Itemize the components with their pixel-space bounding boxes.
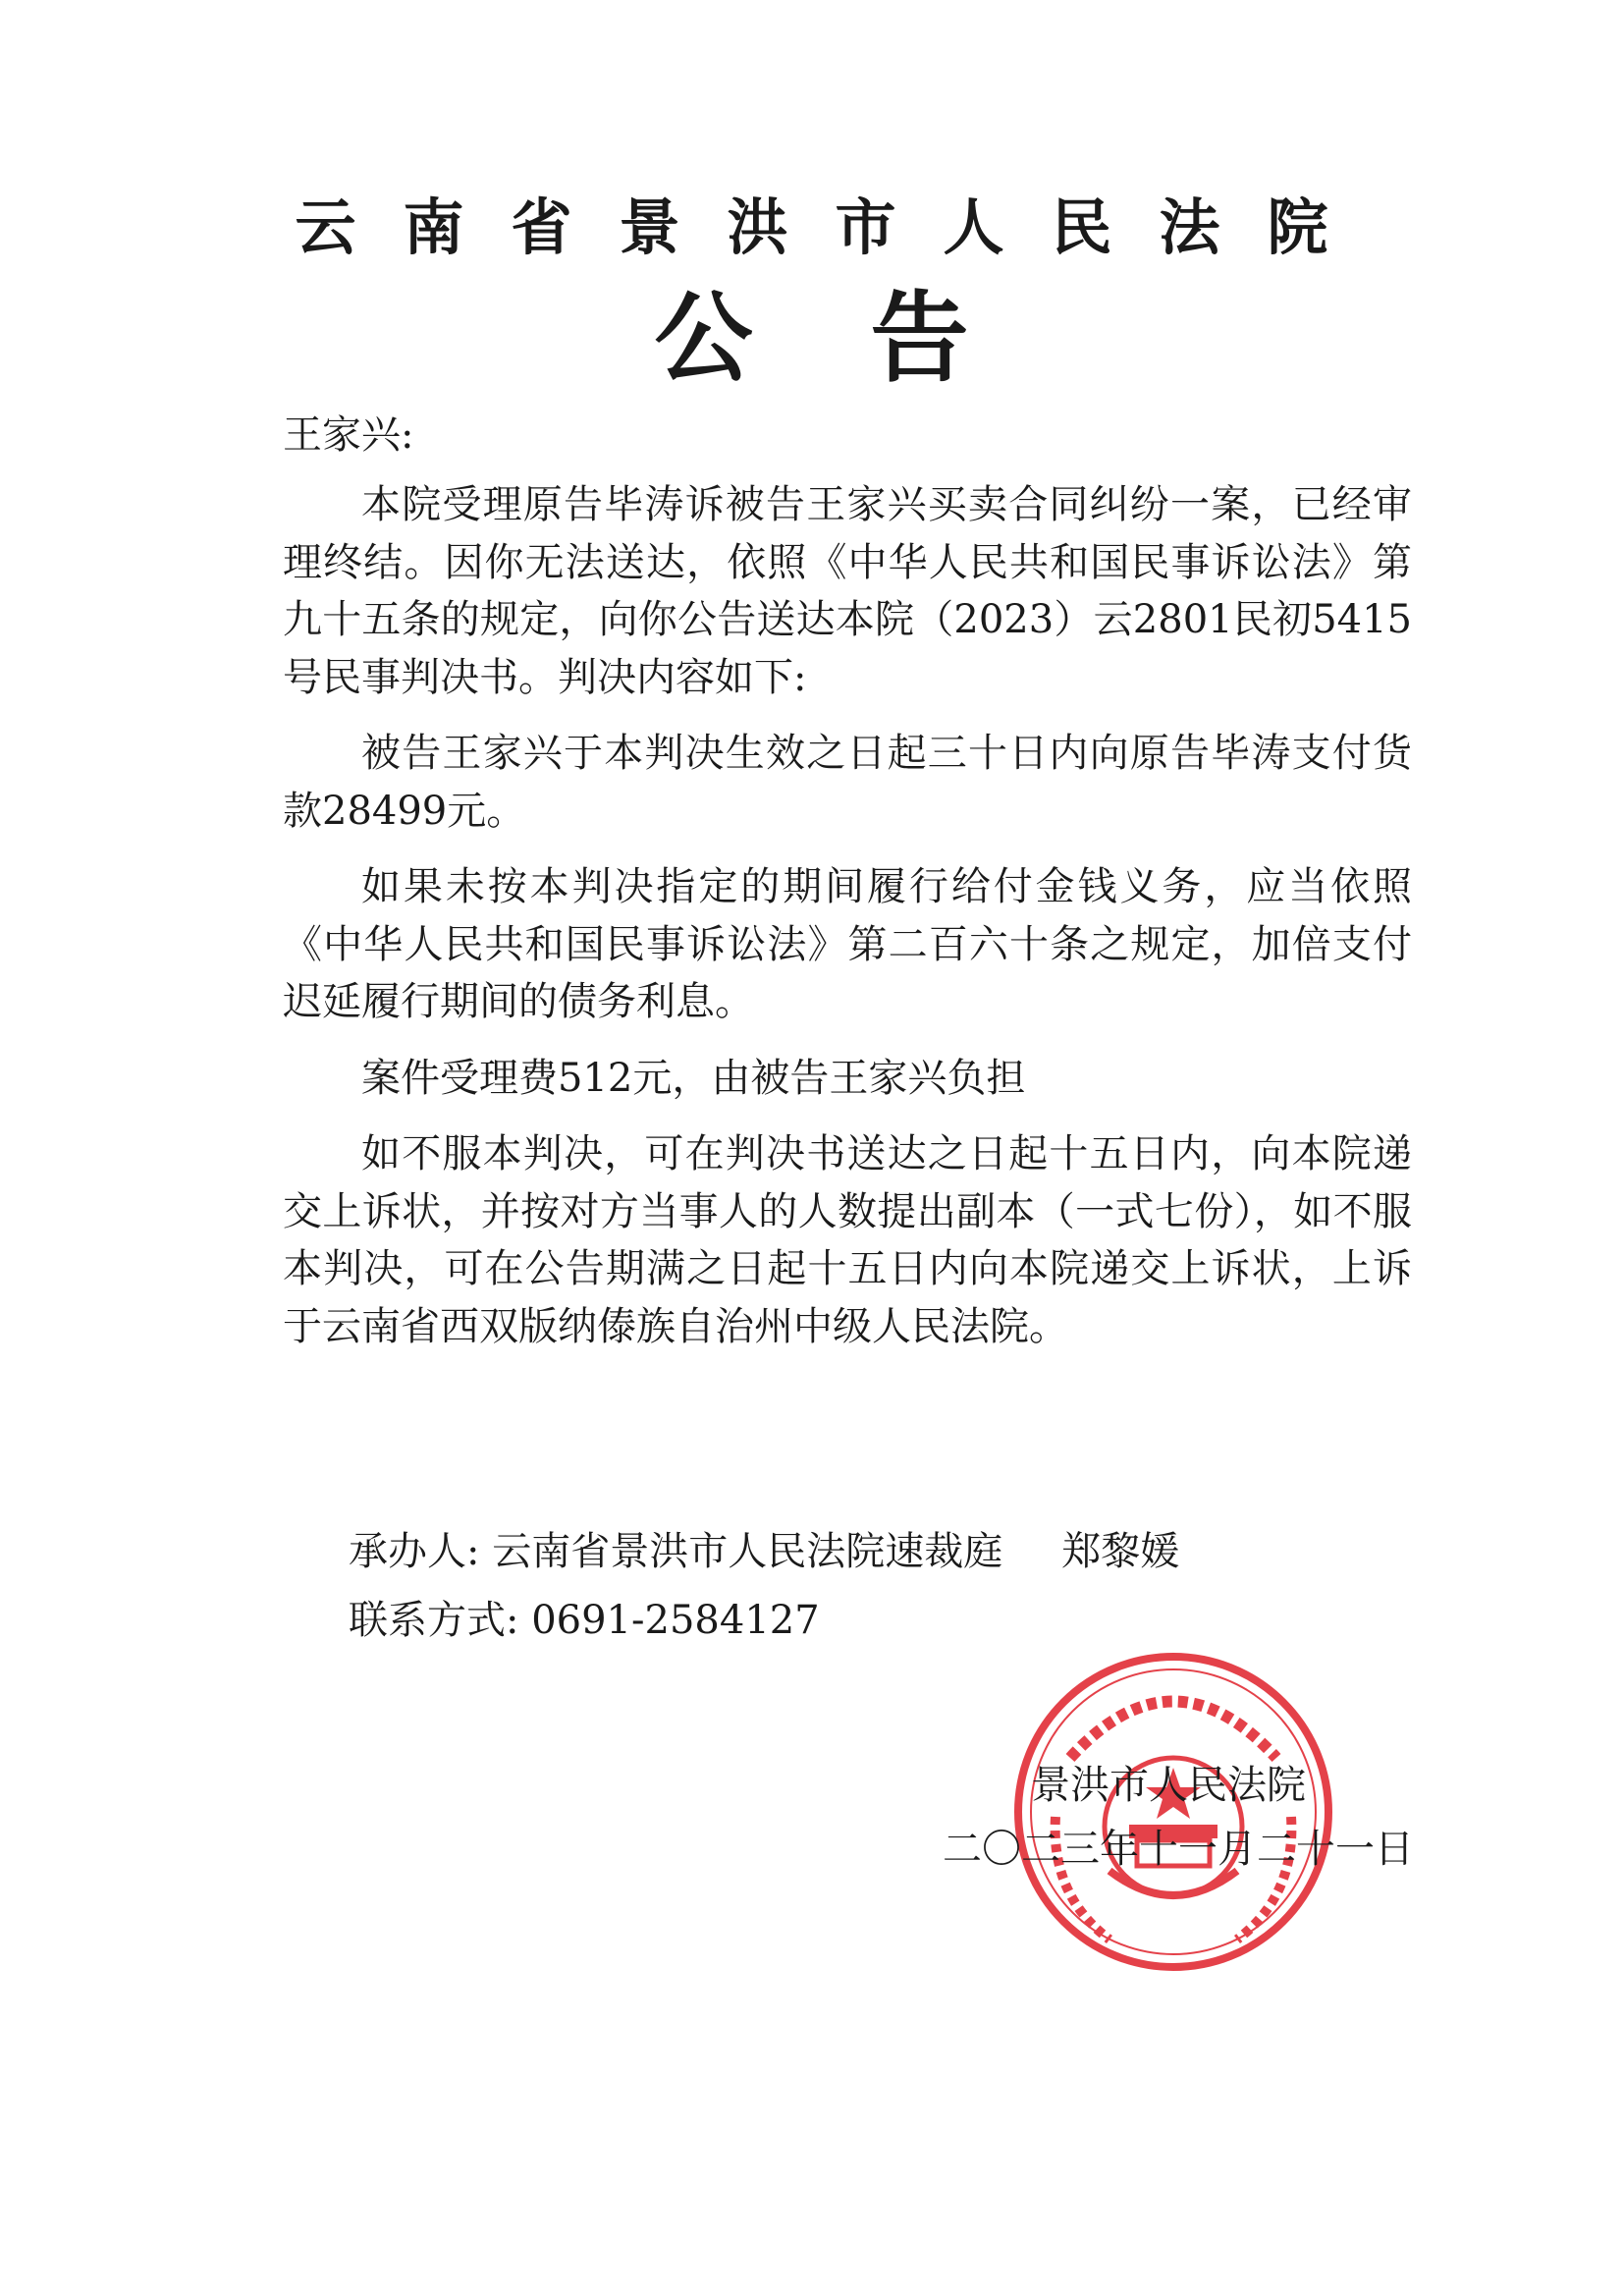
phone-line [349,1593,820,1648]
phone-label: 联系方式: [349,1598,519,1643]
signature-court: 景洪市人民法院 [1031,1763,1306,1808]
handler-name: 郑黎媛 [1061,1529,1180,1574]
notice-body [283,476,1412,1355]
handler-label: 承办人: [349,1529,480,1574]
document-title: 公告 [654,281,1087,396]
paragraph-delay-interest: 如果未按本判决指定的期间履行给付金钱义务，应当依照《中华人民共和国民事诉讼法》第二百六十条之规定，加倍支付迟延履行期间的债务利息。 [283,864,1412,1024]
paragraph-appeal: 如不服本判决，可在判决书送达之日起十五日内，向本院递交上诉状，并按对方当事人的人数提出副本（一式七份），如不服本判决，可在公告期满之日起十五日内向本院递交上诉状，上诉于云南省西双版纳傣族自治州中级人民法院。 [283,1131,1412,1349]
paragraph-case-fee: 案件受理费512元，由被告王家兴负担 [361,1055,1026,1101]
addressee: 王家兴: [283,412,414,458]
paragraph-case-intro: 本院受理原告毕涛诉被告王家兴买卖合同纠纷一案，已经审理终结。因你无法送达，依照《中华人民共和国民事诉讼法》第九十五条的规定，向你公告送达本院（2023）云2801民初5415号民事判决书。判决内容如下: [283,482,1412,700]
seal-script-lettering [1070,1702,1276,1759]
signature-date: 二〇二三年十一月二十一日 [943,1827,1414,1872]
phone-number: 0691-2584127 [531,1598,820,1643]
paragraph-judgment-payment: 被告王家兴于本判决生效之日起三十日内向原告毕涛支付货款28499元。 [283,731,1412,834]
handler-unit: 云南省景洪市人民法院速裁庭 [492,1529,1003,1574]
court-name-heading: 云南省景洪市人民法院 [295,191,1376,263]
handler-line [349,1524,1179,1579]
